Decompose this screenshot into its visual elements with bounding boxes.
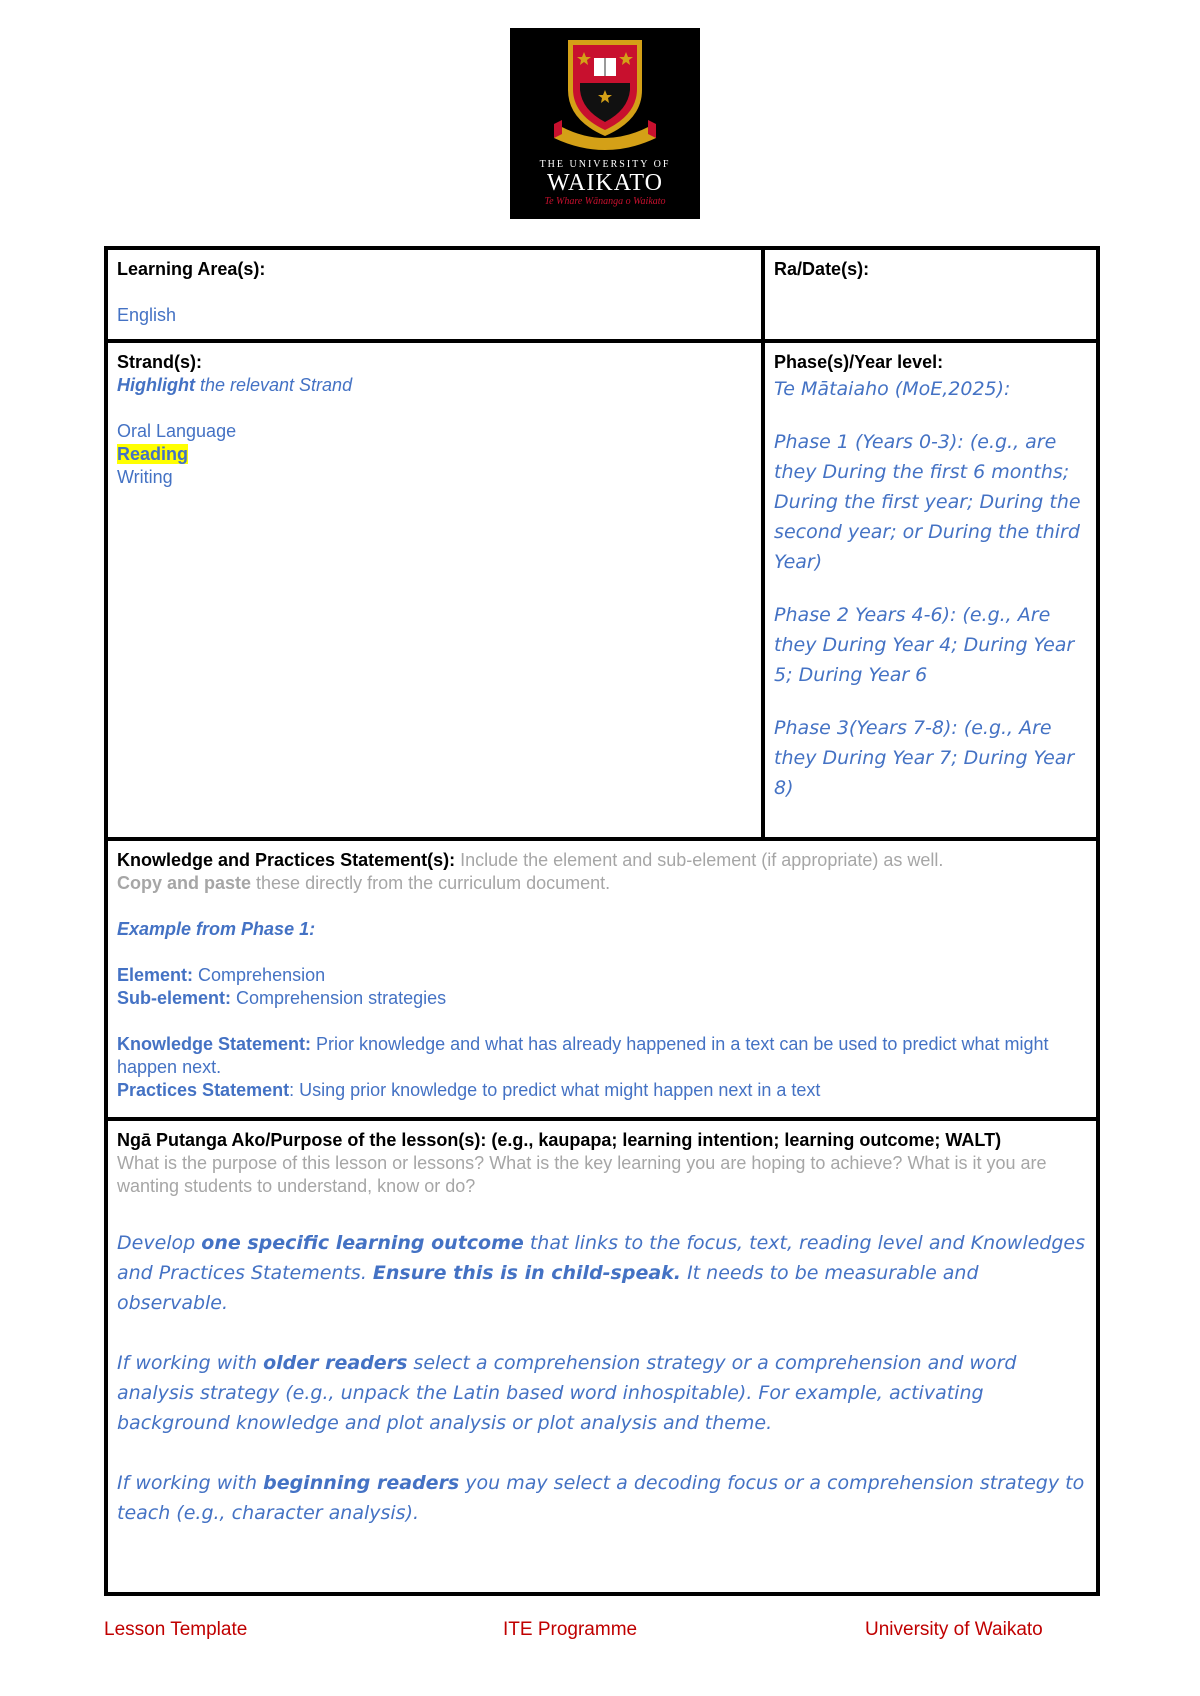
purpose-paragraph-outcome: Develop one specific learning outcome that links to the focus, text, reading level and Knowledges and Practices Statements. Ensure this is in child-speak. It needs to be measurable and observable. [117, 1232, 1086, 1314]
ra-date-label: Ra/Date(s): [774, 259, 870, 279]
learning-area-value: English [117, 305, 177, 325]
learning-area-cell[interactable] [106, 248, 763, 341]
purpose-paragraph-older-readers: If working with older readers select a comprehension strategy or a comprehension and word analysis strategy (e.g., unpack the Latin based word inhospitable). For example, activating background knowledge and plot analysis or plot analysis and theme. [117, 1352, 1017, 1434]
phase-2-text: Phase 2 Years 4-6): (e.g., Are they During Year 4; During Year 5; During Year 6 [774, 604, 1075, 686]
purpose-label: Ngā Putanga Ako/Purpose of the lesson(s): (e.g., kaupapa; learning intention; learning outcome; WALT) [117, 1130, 1002, 1150]
purpose-question: What is the purpose of this lesson or lessons? What is the key learning you are hoping to achieve? What is it you are wanting students to understand, know or do? [117, 1153, 1047, 1196]
knowledge-header: Knowledge and Practices Statement(s): Include the element and sub-element (if appropriate) as well. [117, 850, 944, 870]
strand-item-oral-language: Oral Language [117, 421, 237, 441]
footer-right: University of Waikato [865, 1619, 1043, 1640]
knowledge-statement: Knowledge Statement: Prior knowledge and what has already happened in a text can be used to predict what might happen next. [117, 1034, 1049, 1077]
logo-motto: Te Whare Wānanga o Waikato [544, 196, 666, 207]
footer-left: Lesson Template [104, 1619, 248, 1640]
phase-3-text: Phase 3(Years 7-8): (e.g., Are they During Year 7; During Year 8) [774, 717, 1075, 799]
phase-cell[interactable] [763, 341, 1098, 839]
ra-date-cell[interactable] [763, 248, 1098, 341]
logo-university-line1: THE UNIVERSITY OF [539, 159, 671, 170]
crest-icon [510, 28, 700, 158]
sub-element-line: Sub-element: Comprehension strategies [117, 988, 447, 1008]
phase-1-text: Phase 1 (Years 0-3): (e.g., are they During the first 6 months; During the first year; During the second year; or During the third Year) [774, 431, 1081, 573]
phase-source: Te Mātaiaho (MoE,2025): [774, 378, 1011, 400]
knowledge-cell[interactable] [106, 839, 1098, 1119]
strand-cell[interactable] [106, 341, 763, 839]
strand-item-writing: Writing [117, 467, 173, 487]
footer-center: ITE Programme [503, 1619, 638, 1640]
strand-label: Strand(s): [117, 352, 202, 372]
purpose-paragraph-beginning-readers: If working with beginning readers you may select a decoding focus or a comprehension strategy to teach (e.g., character analysis). [117, 1472, 1085, 1524]
logo-university-name: WAIKATO [547, 170, 663, 196]
practices-statement: Practices Statement: Using prior knowledge to predict what might happen next in a text [117, 1080, 821, 1100]
knowledge-copy-instruction: Copy and paste these directly from the curriculum document. [117, 873, 611, 893]
strand-item-reading: Reading [117, 444, 189, 464]
lesson-template-table [104, 246, 1100, 1596]
element-line: Element: Comprehension [117, 965, 326, 985]
learning-area-label: Learning Area(s): [117, 259, 266, 279]
example-heading: Example from Phase 1: [117, 919, 316, 939]
university-logo [510, 28, 700, 219]
strand-instruction: Highlight the relevant Strand [117, 375, 353, 395]
purpose-cell[interactable] [106, 1119, 1098, 1594]
phase-label: Phase(s)/Year level: [774, 352, 944, 372]
